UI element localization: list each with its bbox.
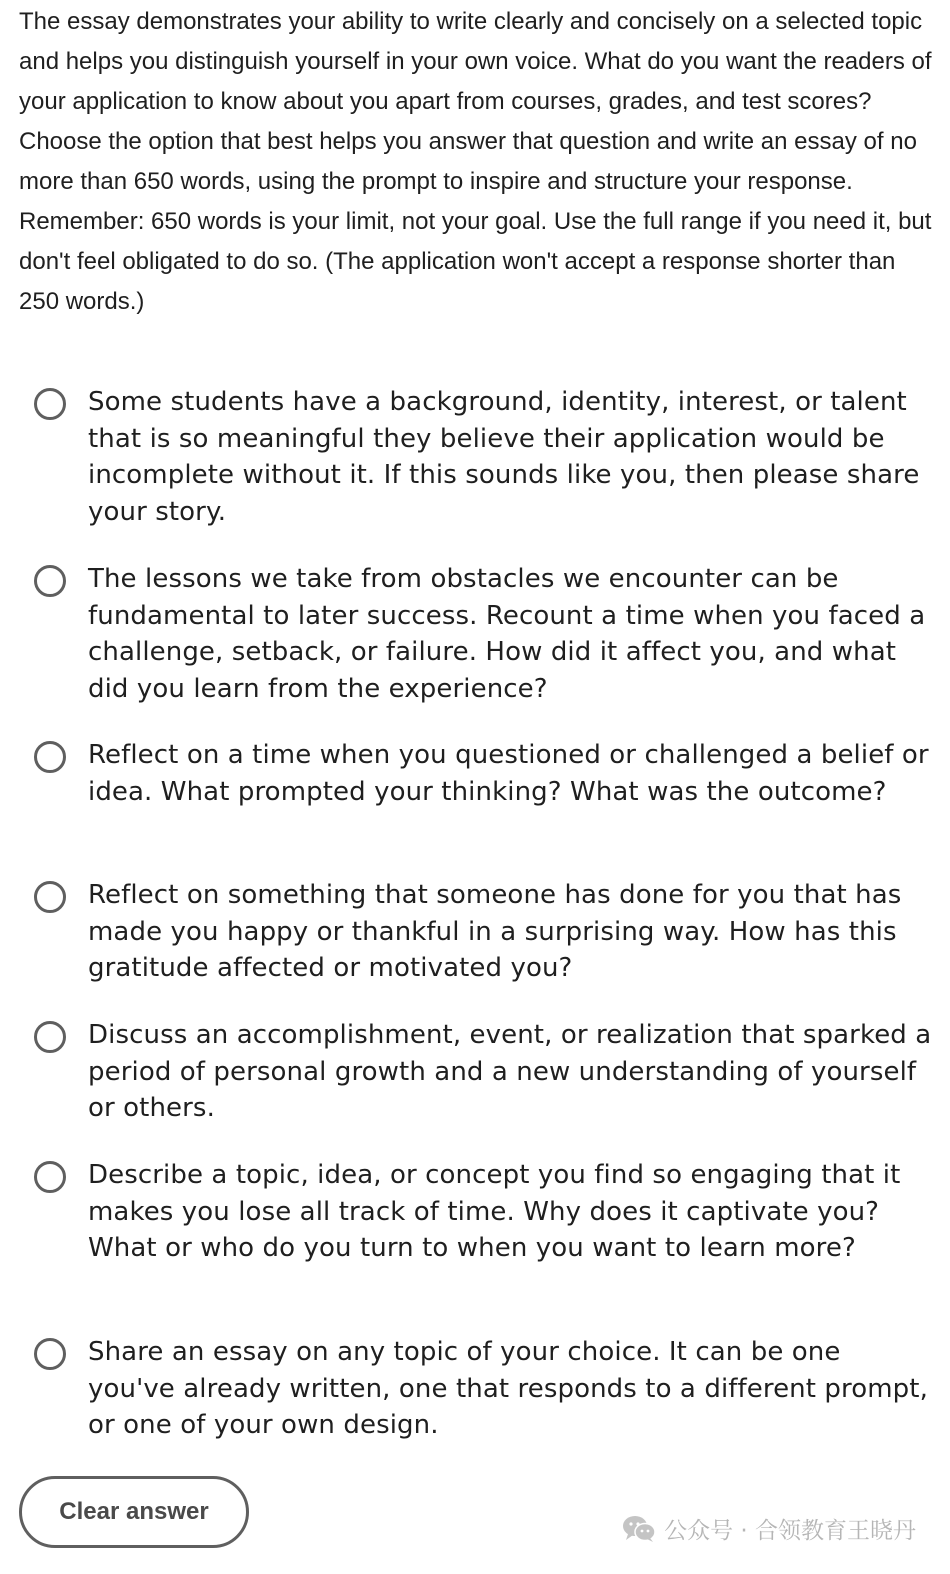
radio-button[interactable]	[34, 1161, 66, 1193]
prompt-option-label: The lessons we take from obstacles we encounter can be fundamental to later success. Recount a time when you faced a challenge, setback, or failure. How did it affect you, and what did you learn from the experience?	[88, 564, 926, 705]
watermark	[622, 1512, 916, 1545]
watermark-text: 公众号 · 合领教育王晓丹	[664, 1518, 916, 1544]
radio-button[interactable]	[34, 565, 66, 597]
clear-answer-button[interactable]: Clear answer	[19, 1476, 249, 1548]
radio-button[interactable]	[34, 388, 66, 420]
prompt-option-label: Reflect on something that someone has done for you that has made you happy or thankful in a surprising way. How has this gratitude affected or motivated you?	[88, 880, 902, 984]
prompt-option-label: Share an essay on any topic of your choice. It can be one you've already written, one that responds to a different prompt, or one of your own design.	[88, 1337, 928, 1441]
radio-button[interactable]	[34, 881, 66, 913]
prompt-option-label: Describe a topic, idea, or concept you find so engaging that it makes you lose all track of time. Why does it captivate you? What or who do you turn to when you want to learn more?	[88, 1160, 901, 1264]
radio-button[interactable]	[34, 741, 66, 773]
radio-button[interactable]	[34, 1021, 66, 1053]
radio-button[interactable]	[34, 1338, 66, 1370]
prompt-option-label: Reflect on a time when you questioned or challenged a belief or idea. What prompted your thinking? What was the outcome?	[88, 740, 929, 807]
wechat-icon	[622, 1515, 656, 1543]
prompt-option-label: Some students have a background, identity, interest, or talent that is so meaningful they believe their application would be incomplete without it. If this sounds like you, then please share your story.	[88, 387, 920, 528]
prompt-instructions: The essay demonstrates your ability to write clearly and concisely on a selected topic and helps you distinguish yourself in your own voice. What do you want the readers of your application to know about you apart from courses, grades, and test scores? Choose the option that best helps you answer that question and write an essay of no more than 650 words, using the prompt to inspire and structure your response. Remember: 650 words is your limit, not your goal. Use the full range if you need it, but don't feel obligated to do so. (The application won't accept a response shorter than 250 words.)	[19, 8, 932, 315]
prompt-option-label: Discuss an accomplishment, event, or realization that sparked a period of personal growth and a new understanding of yourself or others.	[88, 1020, 932, 1124]
